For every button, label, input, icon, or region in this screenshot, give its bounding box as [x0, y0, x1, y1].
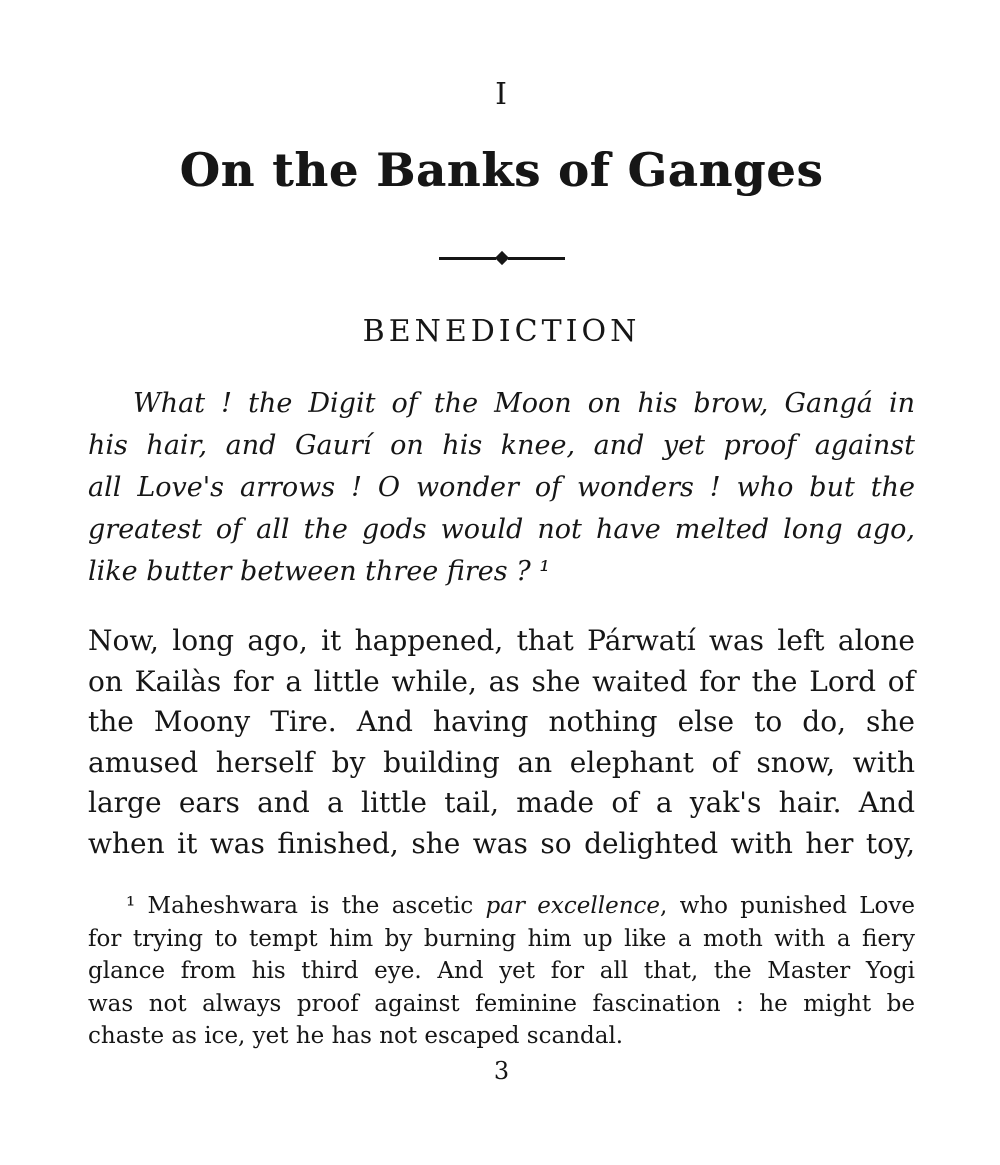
- footnote-line: glance from his third eye. And yet for all that, the Master Yogi: [88, 958, 915, 984]
- body-line: large ears and a little tail, made of a yak's hair. And: [88, 786, 915, 819]
- divider-line-right: [508, 257, 565, 260]
- body-paragraph: [88, 621, 915, 864]
- body-line: the Moony Tire. And having nothing else to do, she: [88, 705, 915, 738]
- divider-diamond-icon: [494, 251, 508, 265]
- body-line: on Kailàs for a little while, as she waited for the Lord of: [88, 664, 915, 698]
- chapter-number: I: [495, 77, 508, 112]
- epigraph: [88, 383, 915, 593]
- ornamental-divider: [88, 251, 915, 265]
- body-line: Now, long ago, it happened, that Párwatí was left alone: [88, 624, 915, 657]
- page-number: 3: [493, 1056, 510, 1085]
- chapter-title: On the Banks of Ganges: [179, 143, 824, 197]
- epigraph-line: greatest of all the gods would not have melted long ago,: [88, 514, 915, 545]
- body-line: when it was finished, she was so delighted with her toy,: [88, 826, 915, 860]
- divider-line-left: [439, 257, 496, 260]
- body-line: amused herself by building an elephant of snow, with: [88, 745, 915, 779]
- epigraph-line: What ! the Digit of the Moon on his brow, Gangá in: [133, 388, 915, 419]
- section-heading: BENEDICTION: [362, 314, 641, 349]
- footnote-line: for trying to tempt him by burning him up like a moth with a fiery: [88, 925, 915, 952]
- footnote-line: was not always proof against feminine fascination : he might be: [88, 990, 915, 1017]
- epigraph-line: like butter between three fires ? ¹: [88, 556, 551, 587]
- footnote: [88, 890, 915, 1053]
- footnote-line: ¹ Maheshwara is the ascetic par excellence, who punished Love: [126, 893, 915, 919]
- footnote-line: chaste as ice, yet he has not escaped scandal.: [88, 1023, 624, 1049]
- epigraph-line: all Love's arrows ! O wonder of wonders ! who but the: [88, 472, 915, 503]
- epigraph-line: his hair, and Gaurí on his knee, and yet proof against: [88, 430, 915, 461]
